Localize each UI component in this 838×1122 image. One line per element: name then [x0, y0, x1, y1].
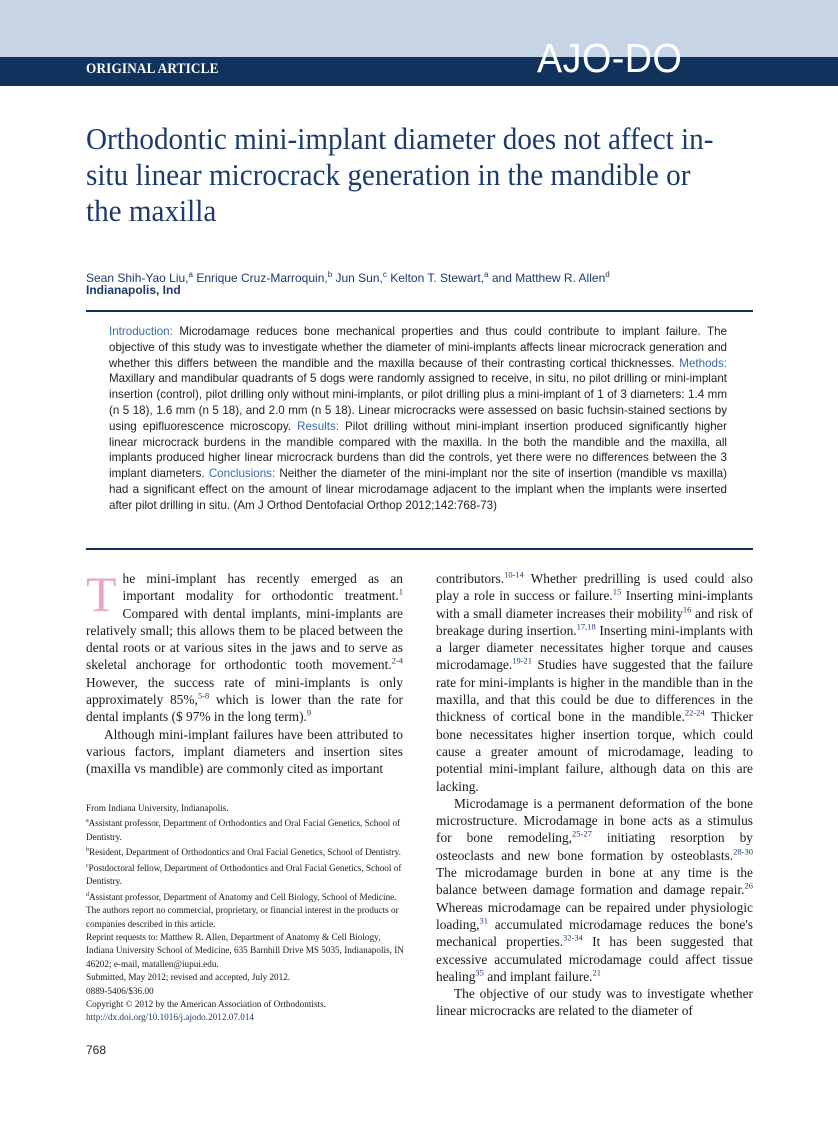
abstract-methods-text: Maxillary and mandibular quadrants of 5 dogs were randomly assigned to receive, in situ, no pilot drilling or mini-implant insertion (control), pilot drilling only without mini-implants, or pilot drilling plus a mini-implant of 1 of 3 diameters: 1.4 mm (n 5 18), 1.6 mm (n 5 18), and 2.0 mm (n 5 18). Linear microcracks were assessed on basic fuchsin-stained sections by using epifluorescence microscopy. — [109, 372, 727, 433]
footnote-text: Postdoctoral fellow, Department of Orthodontics and Oral Facial Genetics, School of Dentistry. — [86, 862, 402, 887]
abstract-introduction-text: Microdamage reduces bone mechanical properties and thus could contribute to implant failure. The objective of this study was to investigate whether the diameter of mini-implants affects linear microcrack generation and whether this differs between the mandible and the maxilla because of their contrasting cortical thicknesses. — [109, 325, 727, 370]
body-paragraph: The objective of our study was to investigate whether linear microcracks are related to the diameter of — [436, 986, 753, 1019]
citation-ref[interactable]: 31 — [479, 915, 489, 926]
footnote-text: Resident, Department of Orthodontics and Oral Facial Genetics, School of Dentistry. — [89, 847, 401, 858]
footnote-affiliation — [86, 815, 404, 844]
body-text: contributors. — [436, 571, 505, 586]
body-text: Thicker bone necessitates higher insertion torque, which could cause a greater amount of microdamage, leading to potential mini-implant failure, although data on this are lacking. — [436, 709, 753, 794]
body-column-right — [436, 570, 753, 1020]
footnote-affiliation — [86, 844, 404, 859]
author-name: Jun Sun, — [335, 271, 383, 285]
citation-ref[interactable]: 17,18 — [576, 621, 596, 632]
body-paragraph: Although mini-implant failures have been attributed to various factors, implant diameters and insertion sites (maxilla vs mandible) are commonly cited as important — [86, 726, 403, 777]
body-text: The microdamage burden in bone at any time is the balance between damage formation and damage repair. — [436, 865, 753, 898]
author-name: Sean Shih-Yao Liu, — [86, 271, 189, 285]
abstract-conclusions-text: Neither the diameter of the mini-implant nor the site of insertion (mandible vs maxilla) had a significant effect on the amount of linear microdamage adjacent to the implant when the implants were inserted after pilot drilling in situ. (Am J Orthod Dentofacial Orthop 2012;142:768-73) — [109, 467, 727, 512]
footnotes — [86, 802, 404, 1025]
body-text: he mini-implant has recently emerged as an important modality for orthodontic treatment. — [122, 571, 403, 604]
page-number: 768 — [86, 1043, 107, 1057]
body-paragraph — [436, 795, 753, 985]
body-column-left — [86, 566, 403, 778]
body-text: It has been suggested that excessive accumulated microdamage could affect tissue healing — [436, 934, 754, 984]
citation-ref[interactable]: 28-30 — [733, 846, 753, 857]
citation-ref[interactable]: 25-27 — [572, 828, 592, 839]
footnote-copyright: Copyright © 2012 by the American Association of Orthodontists. — [86, 998, 326, 1009]
footnote-text: Assistant professor, Department of Orthodontics and Oral Facial Genetics, School of Dentistry. — [86, 818, 401, 842]
body-text: accumulated microdamage reduces the bone's mechanical properties. — [436, 916, 753, 950]
citation-ref[interactable]: 19-21 — [512, 656, 533, 667]
abstract-results-text: Pilot drilling without mini-implant insertion produced significantly higher linear microcrack burdens in the mandible compared with the maxilla. In the both the mandible and the maxilla, all implants produced higher linear microcrack burdens than did the controls, yet there were no differences between the 3 implant diameters. — [109, 419, 727, 481]
footnote-submitted: Submitted, May 2012; revised and accepted, July 2012. — [86, 972, 291, 983]
body-paragraph — [86, 566, 403, 726]
footnote-affiliation — [86, 860, 404, 889]
citation-ref[interactable]: 32-34 — [563, 932, 583, 943]
body-paragraph — [436, 570, 753, 795]
body-text: Microdamage is a permanent deformation of the bone microstructure. Microdamage in bone acts as a stimulus for bone remodeling, — [436, 795, 753, 846]
footnote-text: Assistant professor, Department of Anatomy and Cell Biology, School of Medicine. — [89, 891, 397, 902]
body-text: However, the success rate of mini-implants is only approximately 85%, — [86, 674, 403, 708]
citation-ref[interactable]: 2-4 — [391, 656, 403, 667]
author-name: Kelton T. Stewart, — [390, 271, 485, 285]
article-title: Orthodontic mini-implant diameter does not affect in-situ linear microcrack generation in the mandible or the maxilla — [86, 121, 714, 228]
body-text: Studies have suggested that the failure rate for mini-implants is higher in the mandible than in the maxilla, and that this could be due to differences in the thickness of cortical bone in the mandible. — [436, 657, 753, 725]
author-affiliation-mark: c — [382, 270, 387, 279]
footnote-disclosure: The authors report no commercial, proprietary, or financial interest in the products or companies described in this article. — [86, 905, 399, 929]
citation-ref[interactable]: 15 — [612, 586, 622, 597]
footnote-mark: b — [86, 847, 89, 854]
citation-ref[interactable]: 5-8 — [197, 690, 210, 701]
drop-cap: T — [86, 566, 117, 622]
abstract-methods-heading: Methods: — [679, 356, 727, 370]
citation-ref[interactable]: 10-14 — [504, 569, 524, 580]
footnote-issn: 0889-5406/$36.00 — [86, 985, 154, 996]
doi-link[interactable]: http://dx.doi.org/10.1016/j.ajodo.2012.07.014 — [86, 1012, 255, 1023]
body-text: which is lower than the rate for dental implants ($ 97% in the long term). — [86, 692, 403, 725]
abstract-conclusions-heading: Conclusions: — [208, 467, 276, 481]
citation-ref[interactable]: 35 — [475, 967, 484, 978]
footnote-affiliation — [86, 889, 404, 904]
footnote-from: From Indiana University, Indianapolis. — [86, 803, 229, 813]
author-location: Indianapolis, Ind — [86, 283, 181, 297]
footnote-mark: d — [86, 891, 89, 898]
body-text: initiating resorption by osteoclasts and new bone formation by osteoblasts. — [436, 830, 753, 863]
author-list — [86, 267, 786, 286]
body-text: Whether predrilling is used could also play a role in success or failure. — [436, 571, 753, 604]
abstract-bottom-rule — [86, 548, 753, 550]
citation-ref[interactable]: 1 — [398, 586, 403, 597]
body-text: Compared with dental implants, mini-implants are relatively small; this allows them to be placed between the dental roots or at various sites in the jaws and to serve as skeletal anchorage for orthodontic tooth movement. — [86, 605, 403, 673]
body-text: Whereas microdamage can be repaired under physiologic loading, — [436, 899, 753, 932]
author-affiliation-mark: d — [605, 270, 610, 279]
body-text: Inserting mini-implants with a small diameter increases their mobility — [436, 588, 753, 621]
citation-ref[interactable]: 26 — [744, 880, 753, 891]
author-affiliation-mark: a — [188, 270, 193, 279]
body-text: Inserting mini-implants with a larger diameter necessitates higher torque and causes microdamage. — [436, 622, 753, 673]
section-label: ORIGINAL ARTICLE — [86, 61, 219, 77]
author-name: Enrique Cruz-Marroquin, — [196, 271, 328, 285]
abstract-top-rule — [86, 310, 753, 312]
citation-ref[interactable]: 16 — [682, 604, 692, 615]
footnote-reprint: Reprint requests to: Matthew R. Allen, Department of Anatomy & Cell Biology, Indiana University School of Medicine, 635 Barnhill Drive MS 5035, Indianapolis, IN 46202; e-mail, matallen@iupui.edu. — [86, 931, 404, 969]
author-name: and Matthew R. Allen — [491, 271, 606, 285]
citation-ref[interactable]: 9 — [306, 707, 312, 718]
abstract-results-heading: Results: — [297, 419, 339, 433]
footnote-mark: c — [86, 862, 89, 869]
journal-logo: AJO-DO — [537, 35, 683, 81]
body-text: and implant failure. — [483, 968, 593, 984]
abstract — [109, 324, 727, 514]
footnote-mark: a — [86, 818, 89, 825]
author-affiliation-mark: a — [484, 270, 489, 279]
header-band — [0, 0, 838, 57]
author-affiliation-mark: b — [327, 270, 333, 279]
citation-ref[interactable]: 21 — [592, 967, 601, 978]
abstract-introduction-heading: Introduction: — [109, 325, 173, 338]
body-text: and risk of breakage during insertion. — [436, 605, 753, 638]
citation-ref[interactable]: 22-24 — [684, 707, 705, 718]
